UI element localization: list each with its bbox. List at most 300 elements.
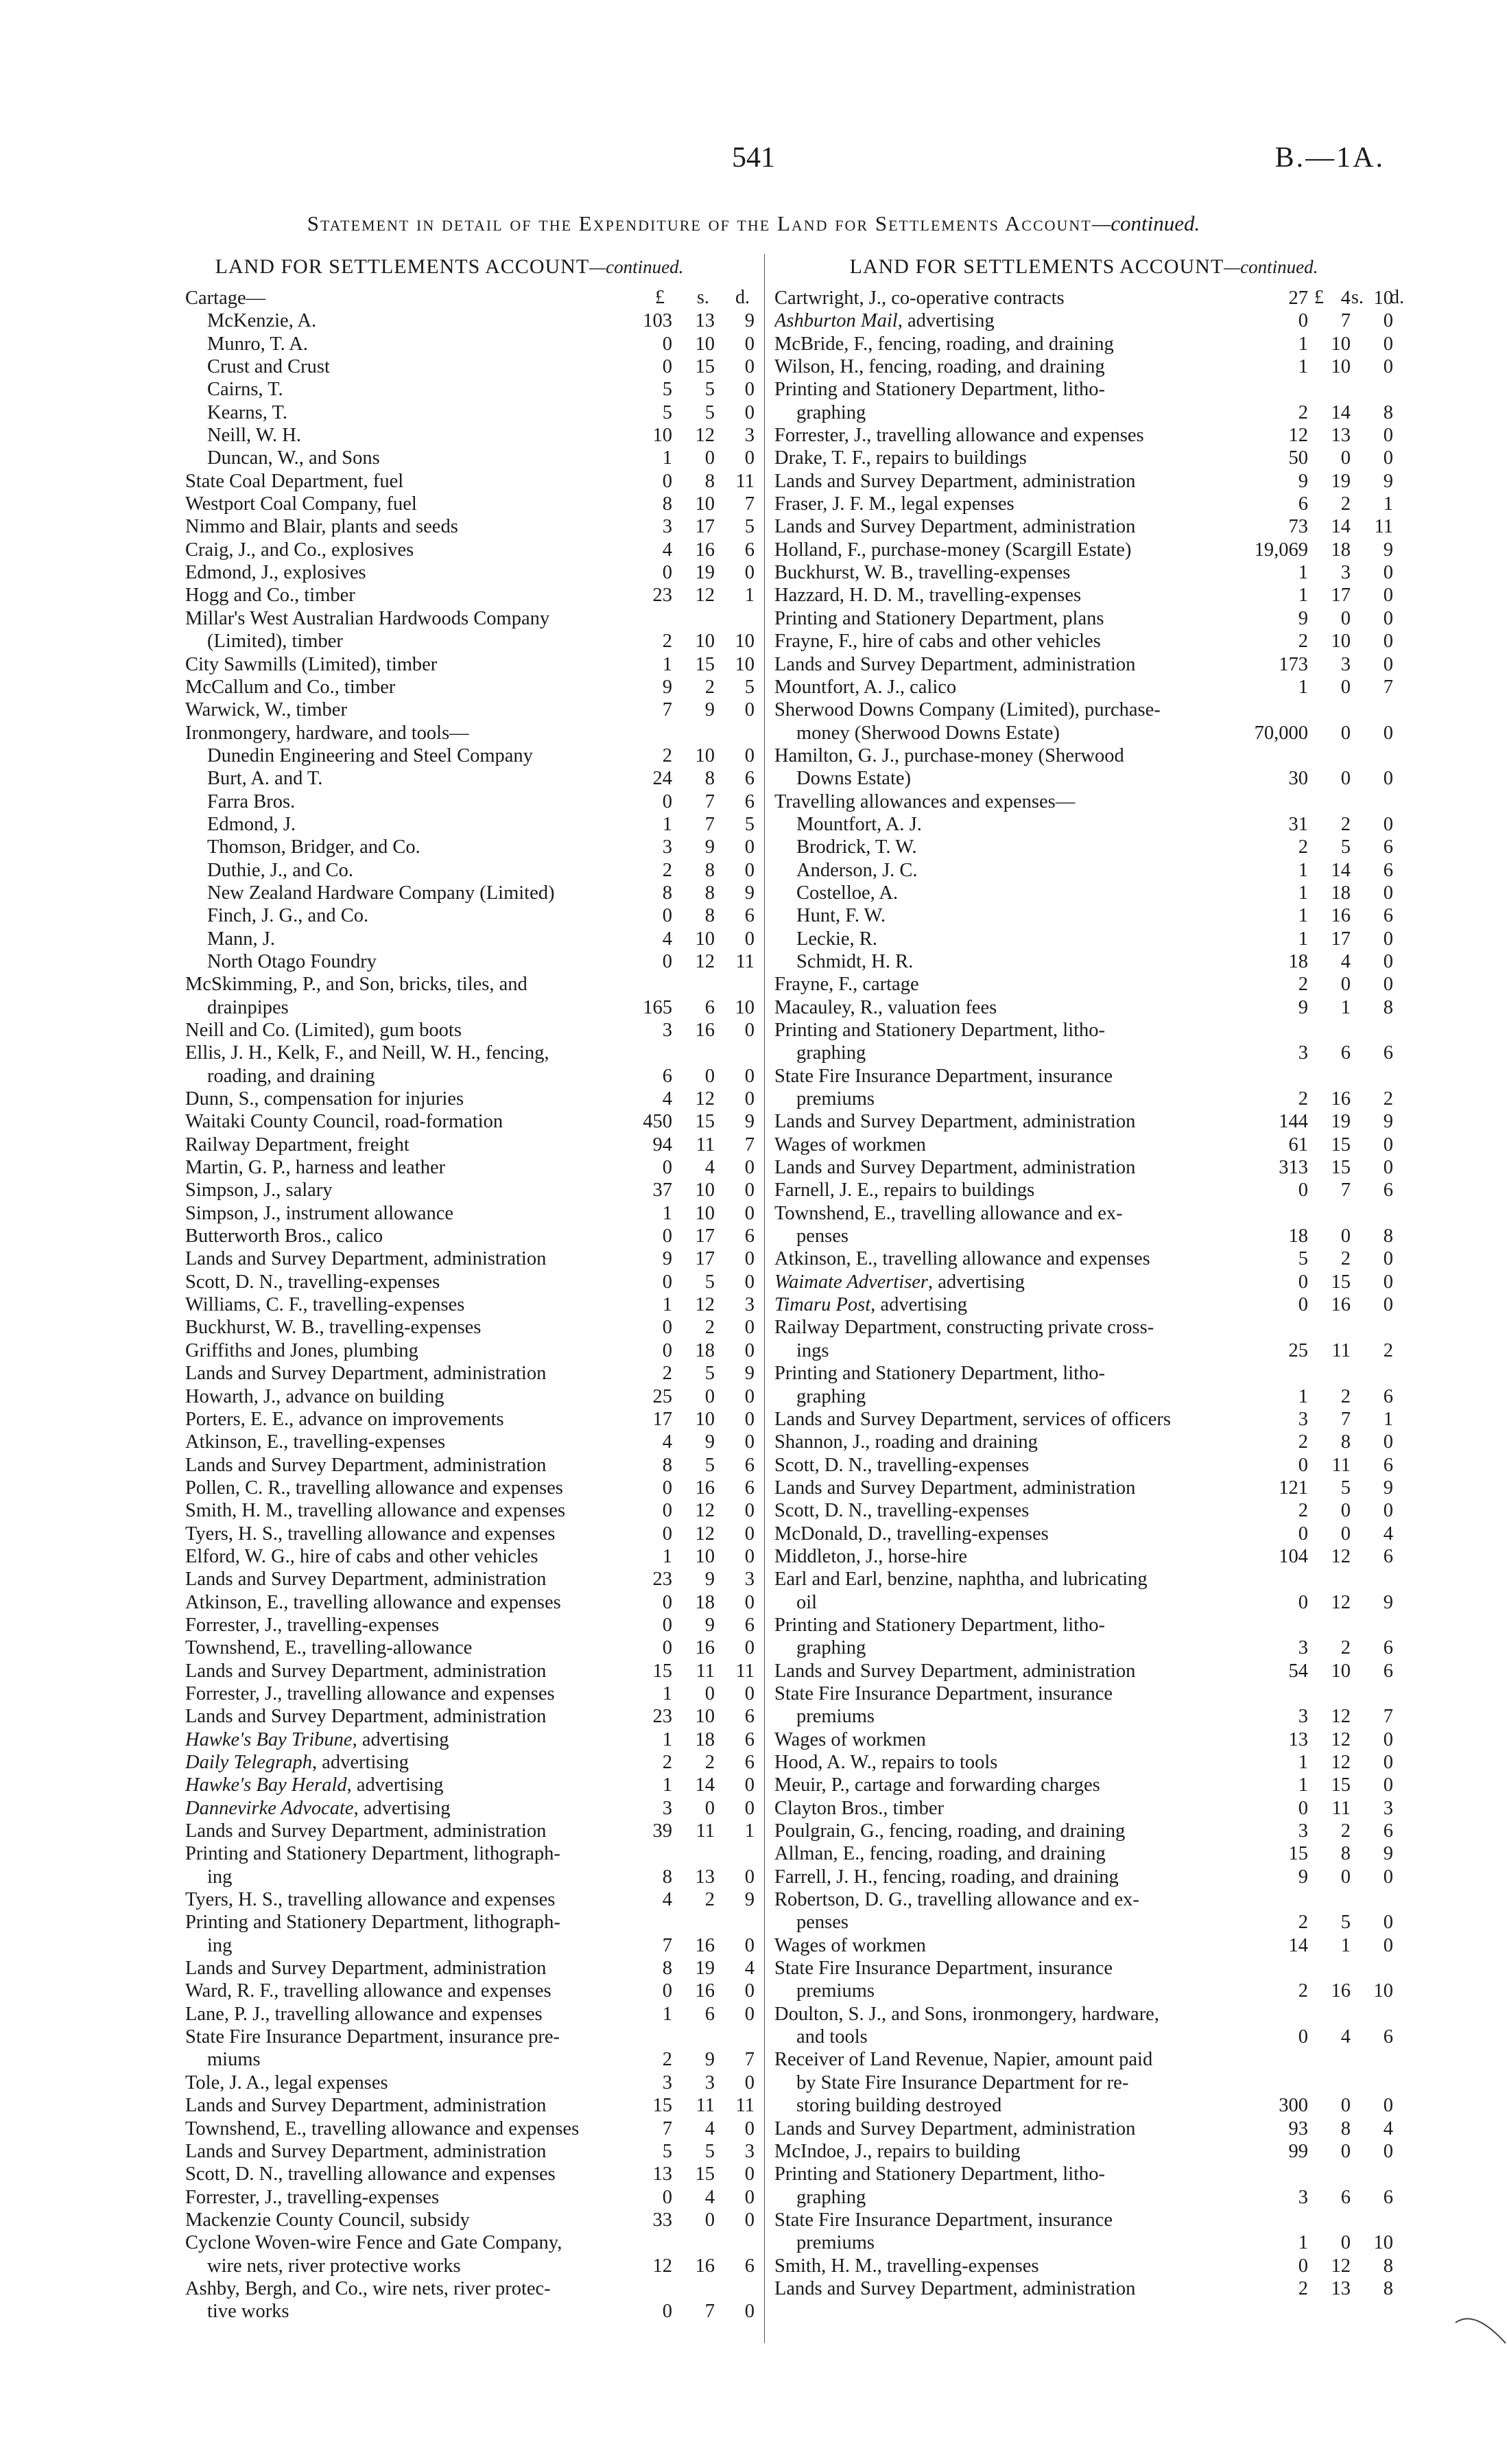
pence-amount: 6: [1383, 1820, 1393, 1842]
pounds-amount: 0: [662, 562, 672, 584]
item-description: graphing: [796, 1385, 866, 1407]
pence-amount: 0: [1383, 974, 1393, 996]
pounds-amount: 61: [1288, 1134, 1308, 1155]
expenditure-row: [185, 401, 761, 424]
shillings-amount: 4: [704, 2117, 715, 2139]
pence-amount: 3: [1383, 1797, 1393, 1819]
pence-amount: 9: [1383, 1843, 1393, 1865]
expenditure-row: [774, 493, 1399, 515]
shillings-amount: 0: [704, 447, 715, 469]
expenditure-row: [774, 607, 1399, 630]
pence-amount: 7: [744, 2049, 755, 2071]
item-description: Wages of workmen: [774, 1134, 926, 1155]
expenditure-row: [185, 1957, 761, 1980]
pence-amount: 6: [744, 2255, 755, 2277]
pounds-amount: 9: [1298, 1866, 1308, 1888]
pounds-amount: 0: [1298, 310, 1308, 332]
shillings-amount: 10: [695, 1706, 715, 1728]
item-description: Atkinson, E., travelling allowance and expenses: [185, 1591, 561, 1613]
expenditure-row: [774, 333, 1399, 355]
shillings-amount: 16: [695, 2255, 715, 2277]
pence-amount: 0: [1383, 768, 1393, 790]
shillings-amount: 0: [1340, 607, 1351, 629]
pence-amount: 6: [1383, 1454, 1393, 1476]
pounds-amount: 2: [1298, 1980, 1308, 2002]
pence-amount: 0: [744, 1637, 755, 1659]
shillings-amount: 4: [704, 2186, 715, 2208]
pence-amount: 6: [744, 790, 755, 812]
pence-amount: 6: [1383, 1180, 1393, 1201]
expenditure-row: [774, 1888, 1399, 1911]
expenditure-row: [774, 447, 1399, 469]
expenditure-row: [185, 2300, 761, 2323]
shillings-amount: 11: [696, 2095, 715, 2117]
pence-amount: 0: [744, 1774, 755, 1796]
item-description: storing building destroyed: [796, 2095, 1002, 2117]
pounds-amount: 0: [1298, 1591, 1308, 1613]
pounds-amount: 1: [1298, 905, 1308, 927]
statement-title: [0, 211, 1507, 236]
pence-amount: 0: [744, 1682, 755, 1704]
expenditure-row: [185, 447, 761, 469]
expenditure-row: [185, 813, 761, 836]
right-heading-continued: —continued.: [1224, 257, 1318, 277]
expenditure-row: [774, 561, 1399, 584]
pence-amount: 0: [744, 356, 755, 378]
item-description: Daily Telegraph, advertising: [185, 1752, 409, 1773]
pence-amount: 0: [744, 1271, 755, 1293]
item-description: Printing and Stationery Department, lithograph-: [185, 1843, 560, 1865]
pounds-amount: 3: [1298, 1408, 1308, 1430]
expenditure-row: [774, 1065, 1399, 1088]
pounds-amount: 300: [1279, 2095, 1308, 2117]
item-description: Macauley, R., valuation fees: [774, 996, 997, 1018]
expenditure-row: [774, 1957, 1399, 1980]
pence-amount: 0: [1383, 1500, 1393, 1522]
pounds-amount: 0: [1298, 1797, 1308, 1819]
pounds-amount: 31: [1288, 813, 1308, 835]
pounds-amount: 3: [662, 516, 672, 538]
expenditure-row: [185, 1568, 761, 1591]
left-column-heading: [158, 255, 741, 279]
pounds-amount: 25: [1288, 1339, 1308, 1361]
pence-amount: 6: [1383, 2186, 1393, 2208]
pounds-amount: 1: [662, 653, 672, 675]
pounds-amount: 9: [1298, 607, 1308, 629]
pence-amount: 0: [744, 1020, 755, 1041]
shillings-amount: 16: [695, 1637, 715, 1659]
pounds-amount: 103: [643, 310, 672, 332]
shillings-amount: 10: [695, 1202, 715, 1224]
item-description: drainpipes: [207, 996, 289, 1018]
pence-amount: 0: [1383, 1271, 1393, 1293]
item-description: Frayne, F., hire of cabs and other vehicles: [774, 631, 1101, 653]
expenditure-row: [185, 561, 761, 584]
expenditure-row: [774, 928, 1399, 950]
expenditure-row: [185, 309, 761, 332]
item-description: Ashby, Bergh, and Co., wire nets, river protec-: [185, 2277, 551, 2299]
shillings-amount: 17: [695, 516, 715, 538]
shillings-amount: 0: [704, 2209, 715, 2231]
pence-amount: 3: [744, 1294, 755, 1316]
pence-amount: 0: [1383, 2140, 1393, 2162]
expenditure-row: [774, 1134, 1399, 1156]
item-description: Simpson, J., salary: [185, 1180, 333, 1201]
expenditure-row: [774, 1477, 1399, 1499]
expenditure-row: [185, 1316, 761, 1339]
pounds-amount: 7: [662, 1934, 672, 1956]
expenditure-row: [774, 1614, 1399, 1636]
shillings-amount: 8: [1340, 1431, 1351, 1453]
item-description: North Otago Foundry: [207, 950, 377, 972]
shillings-amount: 10: [1331, 356, 1351, 378]
pounds-amount: 23: [652, 585, 672, 607]
pence-amount: 6: [1383, 1660, 1393, 1682]
pence-amount: 9: [744, 1889, 755, 1911]
pounds-amount: 10: [652, 425, 672, 447]
pence-amount: 4: [744, 1958, 755, 1980]
pounds-amount: 1: [662, 1682, 672, 1704]
pounds-amount: 313: [1279, 1157, 1308, 1179]
shillings-amount: 17: [1331, 585, 1351, 607]
expenditure-row: [185, 2117, 761, 2140]
item-description: Williams, C. F., travelling-expenses: [185, 1294, 465, 1316]
shillings-amount: 7: [1340, 1180, 1351, 1201]
pounds-amount: 104: [1279, 1545, 1308, 1567]
shillings-amount: 8: [704, 470, 715, 492]
pence-amount: 0: [744, 2301, 755, 2323]
expenditure-row: [185, 1042, 761, 1064]
item-description: Porters, E. E., advance on improvements: [185, 1408, 504, 1430]
right-heading-text: LAND FOR SETTLEMENTS ACCOUNT: [849, 255, 1224, 278]
shillings-amount: 10: [695, 1180, 715, 1201]
pence-amount: 11: [735, 1660, 755, 1682]
item-description: State Coal Department, fuel: [185, 470, 404, 492]
pence-amount: 6: [1383, 905, 1393, 927]
shillings-amount: 9: [704, 1431, 715, 1453]
shillings-amount: 4: [1340, 950, 1351, 972]
item-description: McSkimming, P., and Son, bricks, tiles, and: [185, 974, 527, 996]
pounds-amount: 14: [1288, 1934, 1308, 1956]
expenditure-row: [185, 1385, 761, 1408]
item-description: Smith, H. M., travelling-expenses: [774, 2255, 1039, 2277]
item-description: premiums: [796, 2232, 875, 2254]
expenditure-row: [185, 1134, 761, 1156]
pounds-amount: 18: [1288, 950, 1308, 972]
pounds-amount: 2: [1298, 1500, 1308, 1522]
expenditure-row: [185, 1247, 761, 1270]
pounds-amount: 5: [662, 379, 672, 401]
item-description: Lands and Survey Department, administration: [774, 516, 1136, 538]
pounds-amount: 19,069: [1254, 539, 1308, 561]
pence-amount: 0: [744, 1248, 755, 1270]
pounds-amount: 0: [662, 1317, 672, 1339]
shillings-amount: 8: [704, 768, 715, 790]
item-description: Duthie, J., and Co.: [207, 859, 353, 881]
expenditure-row: [185, 1454, 761, 1477]
shillings-amount: 8: [704, 882, 715, 904]
shillings-amount: 2: [704, 676, 715, 698]
item-description: Butterworth Bros., calico: [185, 1225, 383, 1247]
pence-amount: 0: [1383, 1134, 1393, 1155]
pounds-amount: 2: [1298, 2277, 1308, 2299]
expenditure-row: [774, 584, 1399, 607]
pence-amount: 3: [744, 425, 755, 447]
pence-amount: 6: [744, 1225, 755, 1247]
expenditure-row: [185, 882, 761, 904]
expenditure-row: [185, 1797, 761, 1820]
pence-amount: 8: [1383, 401, 1393, 423]
item-description: Holland, F., purchase-money (Scargill Estate): [774, 539, 1132, 561]
expenditure-row: [774, 1042, 1399, 1064]
pence-amount: 0: [744, 2003, 755, 2025]
item-description: Cairns, T.: [207, 379, 283, 401]
pounds-amount: 18: [1288, 1225, 1308, 1247]
pounds-amount: 30: [1288, 768, 1308, 790]
pounds-amount: 39: [652, 1820, 672, 1842]
shillings-amount: 10: [695, 1545, 715, 1567]
item-description: Scott, D. N., travelling-expenses: [185, 1271, 440, 1293]
expenditure-row: [185, 1110, 761, 1133]
expenditure-row: [774, 790, 1399, 813]
item-description: and tools: [796, 2026, 868, 2048]
shillings-amount: 9: [704, 1614, 715, 1636]
pence-amount: 9: [1383, 1591, 1393, 1613]
expenditure-row: [185, 424, 761, 447]
expenditure-row: [185, 1682, 761, 1705]
shillings-amount: 14: [695, 1774, 715, 1796]
pence-amount: 0: [1383, 1912, 1393, 1934]
pence-amount: 0: [744, 928, 755, 950]
expenditure-row: [774, 1705, 1399, 1728]
pence-amount: 9: [744, 1111, 755, 1133]
right-pound-header-2: £: [1314, 287, 1324, 308]
item-description: (Limited), timber: [207, 631, 343, 653]
pence-amount: 0: [744, 1065, 755, 1087]
expenditure-row: [185, 1842, 761, 1865]
pence-amount: 6: [744, 1477, 755, 1499]
expenditure-row: [185, 1019, 761, 1042]
pence-amount: 9: [1383, 1111, 1393, 1133]
expenditure-row: [774, 2117, 1399, 2140]
item-description: Edmond, J.: [207, 813, 296, 835]
pounds-amount: 0: [1298, 1271, 1308, 1293]
shillings-amount: 12: [1331, 1591, 1351, 1613]
expenditure-row: [185, 2026, 761, 2048]
item-description: Anderson, J. C.: [796, 859, 918, 881]
expenditure-row: [774, 1339, 1399, 1362]
pence-amount: 0: [1383, 1248, 1393, 1270]
shillings-amount: 12: [1331, 2255, 1351, 2277]
shillings-amount: 2: [1340, 493, 1351, 515]
item-description: Brodrick, T. W.: [796, 836, 917, 858]
expenditure-row: [185, 950, 761, 973]
shillings-amount: 14: [1331, 516, 1351, 538]
expenditure-row: [185, 973, 761, 996]
shillings-amount: 16: [695, 1934, 715, 1956]
pounds-amount: 0: [662, 1980, 672, 2002]
expenditure-row: [774, 630, 1399, 653]
expenditure-row: [774, 2072, 1399, 2094]
pounds-amount: 3: [1298, 1042, 1308, 1064]
pounds-amount: 7: [662, 699, 672, 721]
item-description: ing: [207, 1866, 233, 1888]
expenditure-row: [774, 1156, 1399, 1179]
shillings-amount: 5: [1340, 1912, 1351, 1934]
shillings-amount: 11: [1331, 1339, 1351, 1361]
expenditure-row: [185, 1705, 761, 1728]
expenditure-row: [774, 1293, 1399, 1316]
pounds-amount: 0: [662, 1477, 672, 1499]
expenditure-row: [774, 1019, 1399, 1042]
shillings-amount: 12: [1331, 1545, 1351, 1567]
item-description: Forrester, J., travelling allowance and expenses: [185, 1682, 555, 1704]
pounds-amount: 2: [662, 744, 672, 766]
shillings-amount: 6: [704, 996, 715, 1018]
expenditure-row: [774, 813, 1399, 836]
shillings-amount: 15: [1331, 1271, 1351, 1293]
expenditure-row: [774, 1934, 1399, 1957]
shillings-amount: 7: [1340, 310, 1351, 332]
shillings-amount: 6: [704, 2003, 715, 2025]
pence-amount: 0: [744, 2117, 755, 2139]
item-description: miums: [207, 2049, 261, 2071]
item-description: Howarth, J., advance on building: [185, 1385, 444, 1407]
pence-amount: 0: [744, 1317, 755, 1339]
column-divider: [764, 254, 765, 2343]
item-description: Nimmo and Blair, plants and seeds: [185, 516, 458, 538]
pounds-amount: 2: [1298, 1431, 1308, 1453]
pence-amount: 0: [744, 1339, 755, 1361]
pounds-amount: 3: [1298, 1637, 1308, 1659]
pence-amount: 9: [1383, 1477, 1393, 1499]
pounds-amount: 5: [1298, 1248, 1308, 1270]
shillings-amount: 17: [1331, 928, 1351, 950]
expenditure-row: [774, 355, 1399, 378]
shillings-amount: 0: [704, 1682, 715, 1704]
pounds-amount: 15: [652, 1660, 672, 1682]
pence-amount: 0: [744, 2072, 755, 2093]
expenditure-row: [185, 1271, 761, 1293]
item-description: Neill, W. H.: [207, 425, 301, 447]
pounds-amount: 1: [1298, 1385, 1308, 1407]
expenditure-row: [185, 2209, 761, 2231]
pounds-amount: 13: [652, 2163, 672, 2185]
pence-amount: 0: [1383, 1934, 1393, 1956]
shillings-amount: 16: [1331, 905, 1351, 927]
pounds-amount: 54: [1288, 1660, 1308, 1682]
item-description: Elford, W. G., hire of cabs and other vehicles: [185, 1545, 538, 1567]
shillings-amount: 2: [1340, 813, 1351, 835]
item-description: Lands and Survey Department, administration: [774, 1477, 1136, 1499]
expenditure-row: [185, 1431, 761, 1453]
expenditure-row: [774, 424, 1399, 447]
item-description: Printing and Stationery Department, litho-: [774, 1020, 1106, 1041]
item-description: Wages of workmen: [774, 1728, 926, 1750]
expenditure-row: [774, 1088, 1399, 1110]
expenditure-row: [774, 2003, 1399, 2026]
shillings-amount: 2: [1340, 1637, 1351, 1659]
shillings-amount: 13: [1331, 425, 1351, 447]
shillings-amount: 16: [1331, 1294, 1351, 1316]
pounds-amount: 0: [662, 470, 672, 492]
item-description: Allman, E., fencing, roading, and draining: [774, 1843, 1106, 1865]
expenditure-row: [774, 2048, 1399, 2071]
expenditure-row: [185, 515, 761, 538]
item-description: Printing and Stationery Department, lithograph-: [185, 1912, 560, 1934]
pounds-amount: 144: [1279, 1111, 1308, 1133]
item-description: Mountfort, A. J.: [796, 813, 922, 835]
pounds-amount: 70,000: [1254, 722, 1308, 744]
shillings-amount: 9: [704, 836, 715, 858]
item-description: Thomson, Bridger, and Co.: [207, 836, 420, 858]
pounds-amount: 3: [1298, 1706, 1308, 1728]
item-description: Cartage—: [185, 288, 266, 309]
expenditure-row: [774, 2231, 1399, 2254]
expenditure-row: [774, 836, 1399, 858]
pounds-amount: 0: [662, 1157, 672, 1179]
expenditure-row: [774, 1499, 1399, 1522]
item-description: Lands and Survey Department, administration: [774, 2117, 1136, 2139]
pounds-amount: 5: [662, 401, 672, 423]
pence-amount: 3: [744, 1569, 755, 1591]
item-description: Leckie, R.: [796, 928, 877, 950]
expenditure-row: [185, 744, 761, 767]
shillings-amount: 12: [695, 585, 715, 607]
expenditure-row: [774, 378, 1399, 401]
pounds-amount: 0: [662, 905, 672, 927]
shillings-amount: 14: [1331, 401, 1351, 423]
expenditure-row: [185, 1225, 761, 1247]
pence-amount: 0: [744, 1591, 755, 1613]
pence-amount: 10: [1373, 288, 1393, 309]
pence-amount: 0: [744, 1157, 755, 1179]
pence-amount: 6: [1383, 836, 1393, 858]
shillings-amount: 0: [1340, 974, 1351, 996]
expenditure-row: [774, 1751, 1399, 1774]
pounds-amount: 3: [662, 1797, 672, 1819]
pounds-amount: 12: [1288, 425, 1308, 447]
expenditure-row: [774, 1682, 1399, 1705]
pounds-amount: 0: [1298, 1180, 1308, 1201]
shillings-amount: 0: [1340, 768, 1351, 790]
pence-amount: 0: [1383, 2095, 1393, 2117]
shillings-amount: 5: [704, 401, 715, 423]
pence-amount: 8: [1383, 996, 1393, 1018]
pounds-amount: 8: [662, 1958, 672, 1980]
pounds-amount: 12: [652, 2255, 672, 2277]
item-description: Munro, T. A.: [207, 333, 308, 355]
pounds-amount: 2: [1298, 1912, 1308, 1934]
item-description: Martin, G. P., harness and leather: [185, 1157, 446, 1179]
expenditure-row: [774, 2026, 1399, 2048]
item-description: State Fire Insurance Department, insurance: [774, 1065, 1113, 1087]
item-description: premiums: [796, 1706, 875, 1728]
pence-amount: 6: [744, 768, 755, 790]
expenditure-row: [185, 2255, 761, 2277]
pounds-amount: 1: [662, 1294, 672, 1316]
pence-amount: 9: [744, 310, 755, 332]
pounds-amount: 24: [652, 768, 672, 790]
expenditure-row: [774, 1179, 1399, 1201]
shillings-amount: 14: [1331, 859, 1351, 881]
shillings-amount: 18: [695, 1728, 715, 1750]
expenditure-row: [774, 2094, 1399, 2117]
pounds-amount: 0: [662, 333, 672, 355]
expenditure-row: [774, 1797, 1399, 1820]
expenditure-row: [774, 1591, 1399, 1614]
pounds-amount: 3: [662, 2072, 672, 2093]
